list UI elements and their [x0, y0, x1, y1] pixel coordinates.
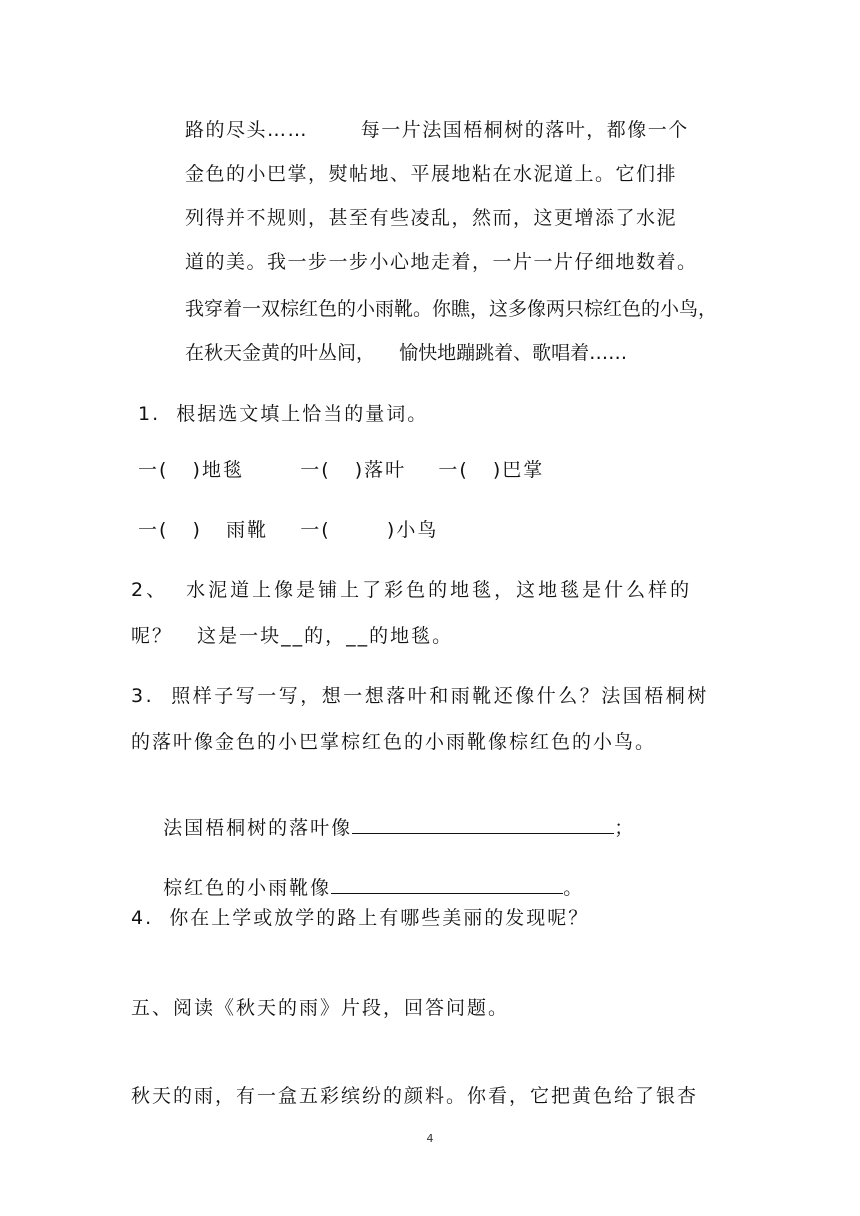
fill-2-suffix: 。 — [563, 877, 585, 899]
section-5-heading: 五、阅读《秋天的雨》片段，回答问题。 — [131, 997, 510, 1019]
fill-1-blank[interactable] — [352, 815, 614, 834]
question-2-line-2: 呢？ 这是一块__的，__的地毯。 — [131, 625, 454, 647]
passage-line-2: 金色的小巴掌，熨帖地、平展地粘在水泥道上。它们排 — [185, 163, 678, 185]
question-1-title: 1. 根据选文填上恰当的量词。 — [138, 403, 429, 425]
passage-line-3: 列得并不规则，甚至有些凌乱，然而，这更增添了水泥 — [185, 207, 678, 229]
passage-line-1: 路的尽头…… 每一片法国梧桐树的落叶，都像一个 — [185, 119, 689, 141]
question-3-line-2: 的落叶像金色的小巴掌棕红色的小雨靴像棕红色的小鸟。 — [131, 731, 657, 753]
question-1-row-1: 一( )地毯 一( )落叶 一( )巴掌 — [138, 459, 545, 481]
passage-line-5: 我穿着一双棕红色的小雨靴。你瞧，这多像两只棕红色的小鸟， — [185, 298, 718, 320]
fill-1-suffix: ； — [614, 817, 636, 839]
page-number: 4 — [426, 1132, 434, 1145]
fill-2-prefix: 棕红色的小雨靴像 — [163, 877, 332, 899]
question-3-line-1: 3. 照样子写一写，想一想落叶和雨靴还像什么？法国梧桐树 — [131, 685, 709, 707]
question-2-line-1: 2、 水泥道上像是铺上了彩色的地毯，这地毯是什么样的 — [131, 579, 693, 601]
fill-1-prefix: 法国梧桐树的落叶像 — [163, 817, 353, 839]
passage-line-6: 在秋天金黄的叶丛间， 愉快地蹦跳着、歌唱着…… — [185, 342, 628, 364]
section-5-line-1: 秋天的雨，有一盒五彩缤纷的颜料。你看，它把黄色给了银杏 — [131, 1085, 699, 1107]
fill-2-blank[interactable] — [331, 875, 563, 894]
passage-line-4: 道的美。我一步一步小心地走着，一片一片仔细地数着。 — [185, 251, 698, 273]
question-1-row-2: 一( ) 雨靴 一( )小鸟 — [138, 519, 439, 541]
question-4-line: 4. 你在上学或放学的路上有哪些美丽的发现呢？ — [131, 907, 590, 929]
